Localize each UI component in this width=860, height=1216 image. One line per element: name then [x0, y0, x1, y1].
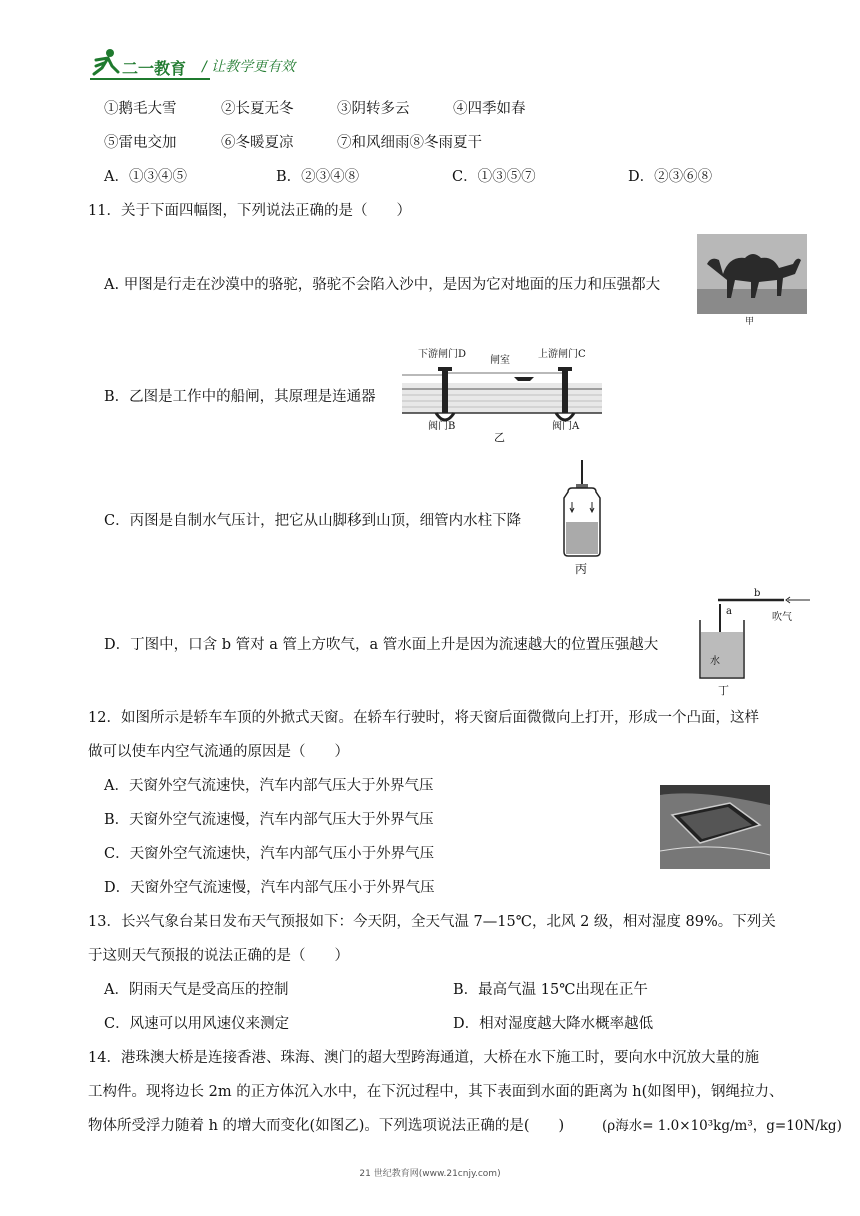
brand-name: 二一教育 — [122, 59, 187, 78]
q10-item-1: ①鹅毛大雪 — [104, 101, 177, 117]
q12-option-d: D．天窗外空气流速慢，汽车内部气压小于外界气压 — [104, 880, 435, 896]
q11-option-d: D．丁图中，口含 b 管对 a 管上方吹气，a 管水面上升是因为流速越大的位置压强越大 — [104, 637, 659, 653]
label-chamber: 闸室 — [490, 355, 510, 366]
q12-option-b: B．天窗外空气流速慢，汽车内部气压大于外界气压 — [104, 812, 434, 828]
bottle-barometer-diagram — [558, 458, 608, 558]
figure-bing — [558, 458, 608, 578]
figure-yi — [402, 345, 602, 443]
figure-bing-label: 丙 — [575, 562, 588, 576]
q10-item-5: ⑤雷电交加 — [104, 135, 177, 151]
q14-line2: 工构件。现将边长 2m 的正方体沉入水中，在下沉过程中，其下表面到水面的距离为 h(如图甲)，钢绳拉力、 — [88, 1084, 784, 1100]
figure-jia-label: 甲 — [745, 317, 755, 327]
page-footer: 21 世纪教育网(www.21cnjy.com) — [359, 1169, 501, 1179]
label-valve-a: 阀门A — [552, 421, 580, 432]
q13-option-a: A．阴雨天气是受高压的控制 — [104, 982, 289, 998]
camel-image — [697, 234, 807, 314]
q10-item-2: ②长夏无冬 — [221, 101, 294, 117]
figure-sunroof — [660, 785, 770, 869]
q13-stem-line2: 于这则天气预报的说法正确的是（ ） — [88, 948, 349, 964]
figure-jia — [697, 234, 807, 327]
label-valve-b: 阀门B — [428, 421, 456, 432]
q10-item-4: ④四季如春 — [453, 101, 526, 117]
q10-option-c: C．①③⑤⑦ — [452, 169, 536, 185]
q14-line3: 物体所受浮力随着 h 的增大而变化(如图乙)。下列选项说法正确的是( ) — [88, 1118, 565, 1134]
q10-item-3: ③阴转多云 — [337, 101, 410, 117]
blowing-tube-diagram — [694, 586, 818, 682]
label-water: 水 — [710, 656, 720, 667]
q12-stem-line2: 做可以使车内空气流通的原因是（ ） — [88, 744, 349, 760]
q13-stem-line1: 13．长兴气象台某日发布天气预报如下：今天阴，全天气温 7—15℃，北风 2 级，相对湿度 89%。下列关 — [88, 914, 776, 930]
q13-option-d: D．相对湿度越大降水概率越低 — [453, 1016, 654, 1032]
figure-ding-label: 丁 — [718, 684, 729, 697]
q10-item-6: ⑥冬暖夏凉 — [221, 135, 294, 151]
q11-stem: 11．关于下面四幅图，下列说法正确的是（ ） — [88, 203, 411, 219]
label-blow: 吹气 — [772, 612, 792, 623]
q12-option-a: A．天窗外空气流速快，汽车内部气压大于外界气压 — [104, 778, 434, 794]
q14-line1: 14．港珠澳大桥是连接香港、珠海、澳门的超大型跨海通道，大桥在水下施工时，要向水中沉放大量的施 — [88, 1050, 759, 1066]
q11-option-a: A. 甲图是行走在沙漠中的骆驼，骆驼不会陷入沙中，是因为它对地面的压力和压强都大 — [104, 277, 661, 293]
q13-option-b: B．最高气温 15℃出现在正午 — [453, 982, 648, 998]
label-tube-b: b — [754, 588, 761, 599]
q11-option-c: C．丙图是自制水气压计，把它从山脚移到山顶，细管内水柱下降 — [104, 513, 522, 529]
label-tube-a: a — [726, 606, 732, 617]
q10-option-a: A．①③④⑤ — [104, 169, 187, 185]
q10-option-d: D．②③⑥⑧ — [628, 169, 713, 185]
brand-slogan: / 让教学更有效 — [202, 59, 296, 75]
q10-option-b: B．②③④⑧ — [276, 169, 360, 185]
q12-stem-line1: 12．如图所示是轿车车顶的外掀式天窗。在轿车行驶时，将天窗后面微微向上打开，形成一个凸面，这样 — [88, 710, 759, 726]
label-gate-d: 下游闸门D — [418, 349, 467, 360]
q12-option-c: C．天窗外空气流速快，汽车内部气压小于外界气压 — [104, 846, 435, 862]
runner-logo-icon — [90, 48, 122, 78]
header-rule — [90, 78, 210, 80]
label-gate-c: 上游闸门C — [538, 349, 586, 360]
q13-option-c: C．风速可以用风速仪来测定 — [104, 1016, 290, 1032]
q11-option-b: B．乙图是工作中的船闸，其原理是连通器 — [104, 389, 376, 405]
q14-constants: (ρ海水= 1.0×10³kg/m³，g=10N/kg) — [602, 1118, 842, 1134]
sunroof-photo — [660, 785, 770, 869]
q10-item-7: ⑦和风细雨⑧冬雨夏干 — [337, 135, 482, 151]
figure-yi-label: 乙 — [494, 431, 505, 444]
figure-ding — [694, 586, 818, 696]
